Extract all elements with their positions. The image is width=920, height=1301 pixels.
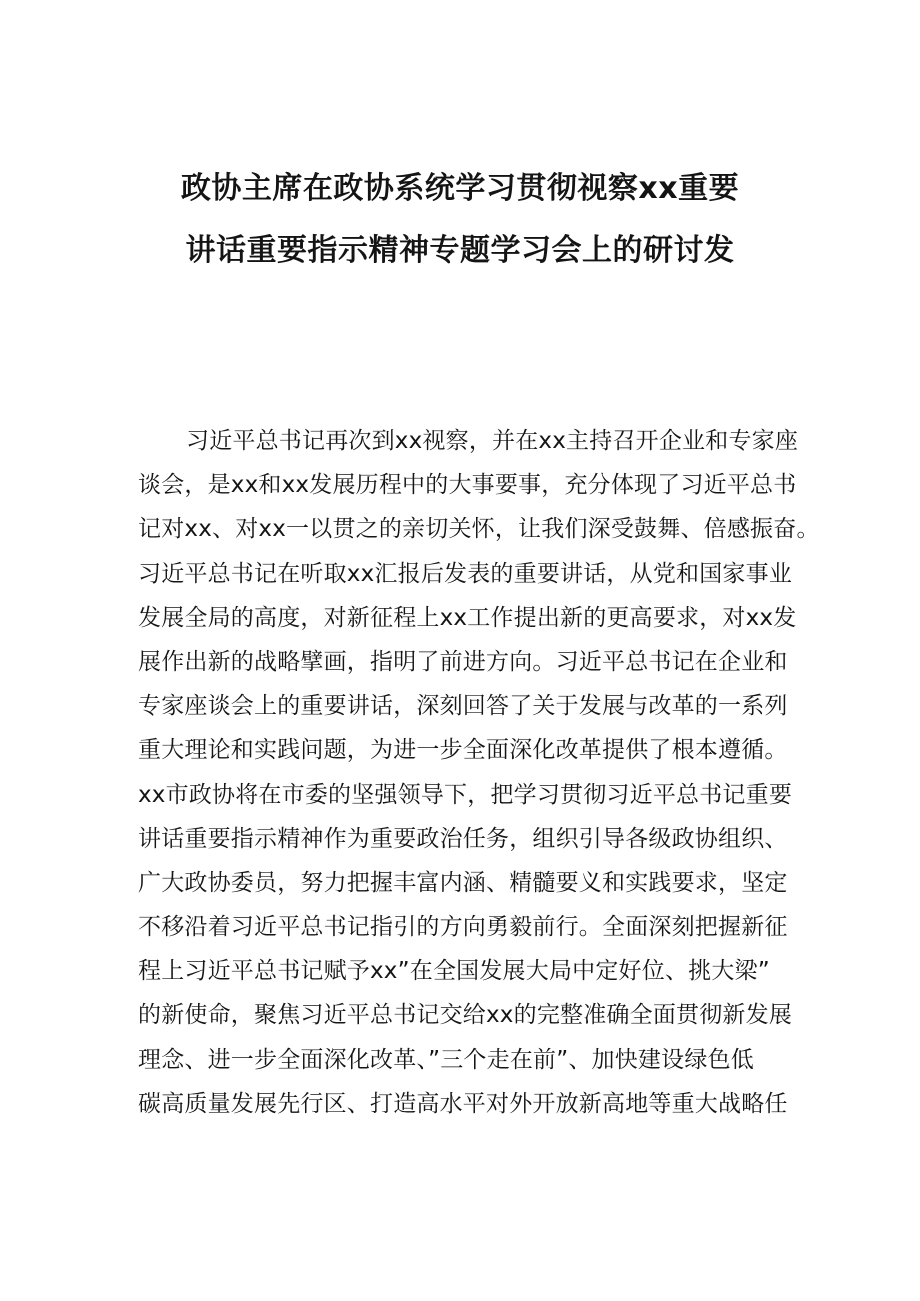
- body-line-12: 不移沿着习近平总书记指引的方向勇毅前行。全面深刻把握新征: [138, 914, 788, 941]
- body-line-5: 发展全局的高度，对新征程上xx工作提出新的更高要求，对xx发: [138, 604, 797, 631]
- document-title: [120, 158, 800, 282]
- body-line-11: 广大政协委员，努力把握丰富内涵、精髓要义和实践要求，坚定: [138, 869, 788, 896]
- body-line-14: 的新使命，聚焦习近平总书记交给xx的完整准确全面贯彻新发展: [138, 1002, 793, 1029]
- title-line-2: 讲话重要指示精神专题学习会上的研讨发: [185, 233, 735, 268]
- body-line-9: xx市政协将在市委的坚强领导下，把学习贯彻习近平总书记重要: [138, 781, 793, 808]
- body-line-1: 习近平总书记再次到xx视察，并在xx主持召开企业和专家座: [186, 428, 799, 454]
- body-line-6: 展作出新的战略擘画，指明了前进方向。习近平总书记在企业和: [138, 648, 788, 675]
- body-line-7: 专家座谈会上的重要讲话，深刻回答了关于发展与改革的一系列: [138, 693, 788, 720]
- body-line-4: 习近平总书记在听取xx汇报后发表的重要讲话，从党和国家事业: [138, 560, 793, 587]
- document-body: [138, 419, 820, 1126]
- body-line-15: 理念、进一步全面深化改革、”三个走在前”、加快建设绿色低: [138, 1046, 754, 1073]
- body-line-8: 重大理论和实践问题，为进一步全面深化改革提供了根本遵循。: [138, 737, 788, 764]
- body-line-3: 记对xx、对xx一以贯之的亲切关怀，让我们深受鼓舞、倍感振奋。: [138, 516, 820, 543]
- body-line-10: 讲话重要指示精神作为重要政治任务，组织引导各级政协组织、: [138, 825, 788, 852]
- body-line-16: 碳高质量发展先行区、打造高水平对外开放新高地等重大战略任: [138, 1090, 788, 1117]
- title-line-1: 政协主席在政协系统学习贯彻视察xx重要: [180, 171, 740, 206]
- body-line-13: 程上习近平总书记赋予xx”在全国发展大局中定好位、挑大梁”: [138, 958, 770, 985]
- body-line-2: 谈会，是xx和xx发展历程中的大事要事，充分体现了习近平总书: [138, 472, 797, 499]
